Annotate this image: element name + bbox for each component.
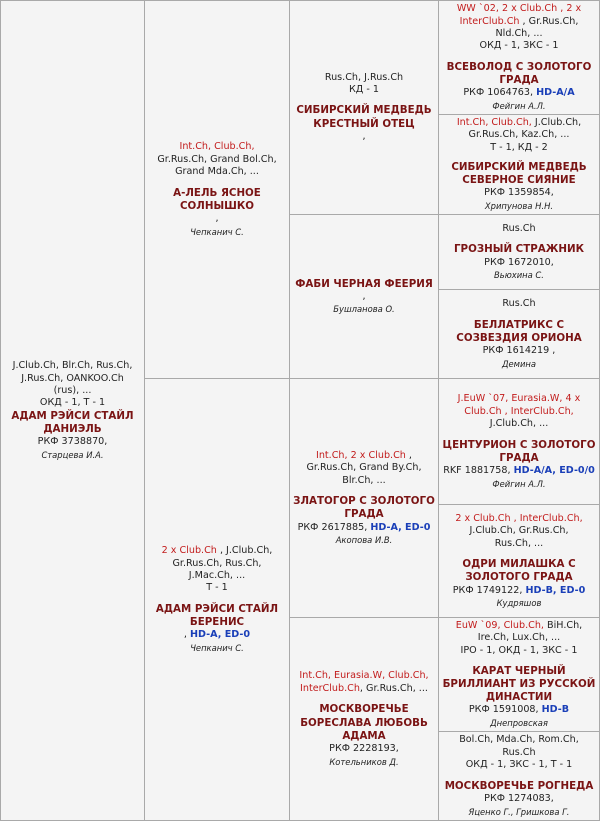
title-segment: , J.Club.Ch, bbox=[216, 545, 273, 557]
registration bbox=[443, 465, 595, 478]
titles-line bbox=[13, 360, 133, 372]
titles-line bbox=[502, 298, 535, 310]
titles-line bbox=[173, 558, 262, 570]
title-segment: Gr.Rus.Ch, Grand By.Ch, bbox=[306, 462, 422, 474]
owner-name: Хрипунова Н.Н. bbox=[484, 201, 554, 211]
titles-line bbox=[157, 154, 276, 166]
registration bbox=[453, 585, 586, 598]
title-segment: J.Rus.Ch, OANKOO.Ch bbox=[21, 372, 124, 384]
dog-name: ВСЕВОЛОД С ЗОЛОТОГО ГРАДА bbox=[446, 60, 592, 87]
title-segment: 2 x Club.Ch , InterClub.Ch, bbox=[455, 512, 583, 524]
title-segment: Int.Ch, 2 x Club.Ch bbox=[316, 449, 406, 461]
title-segment: Rus.Ch bbox=[502, 298, 536, 310]
title-segment: Int.Ch, Eurasia.W, Club.Ch, bbox=[299, 670, 429, 682]
registration bbox=[362, 291, 365, 304]
title-segment: КД - 1 bbox=[349, 84, 379, 95]
registration bbox=[329, 743, 399, 756]
title-segment: ОКД - 1, ЗКС - 1 bbox=[479, 40, 559, 52]
dog-cell-sds bbox=[438, 214, 600, 290]
hd-rating: HD-B bbox=[541, 704, 570, 716]
registration bbox=[215, 213, 218, 226]
dog-cell-ssd bbox=[438, 114, 600, 215]
registration-number: РКФ 1591008, bbox=[468, 704, 542, 716]
registration-number: , bbox=[215, 213, 219, 225]
dog-cell-root bbox=[0, 0, 145, 821]
titles-line bbox=[316, 450, 412, 462]
titles-line bbox=[478, 632, 560, 644]
titles-line bbox=[464, 406, 573, 418]
dog-name: СИБИРСКИЙ МЕДВЕДЬ СЕВЕРНОЕ СИЯНИЕ bbox=[451, 161, 587, 187]
registration bbox=[38, 436, 108, 449]
registration bbox=[184, 629, 250, 642]
title-segment: , Gr.Rus.Ch, bbox=[519, 15, 579, 27]
owner-name: Днепровская bbox=[490, 718, 548, 728]
dog-cell-sdd bbox=[438, 289, 600, 379]
dog-name: СИБИРСКИЙ МЕДВЕДЬ КРЕСТНЫЙ ОТЕЦ bbox=[296, 104, 432, 130]
owner-name: Котельников Д. bbox=[329, 756, 399, 767]
registration bbox=[484, 257, 554, 270]
title-segment: BiH.Ch, bbox=[543, 620, 583, 631]
title-segment: J.Club.Ch, Gr.Rus.Ch, bbox=[469, 525, 569, 537]
titles-line bbox=[469, 129, 570, 141]
title-segment: Club.Ch , InterClub.Ch, bbox=[464, 405, 574, 417]
titles-line bbox=[459, 734, 579, 746]
title-segment: Gr.Rus.Ch, Grand Bol.Ch, bbox=[157, 153, 277, 165]
title-segment: Т - 1 bbox=[206, 582, 228, 594]
dog-cell-sire-dam bbox=[289, 214, 439, 379]
titles-line bbox=[54, 385, 92, 397]
titles-line bbox=[179, 141, 254, 153]
hd-rating: HD-A, ED-0 bbox=[190, 629, 251, 641]
titles-line bbox=[189, 570, 245, 582]
dog-name: МОСКВОРЕЧЬЕ БОРЕСЛАВА ЛЮБОВЬ АДАМА bbox=[300, 703, 428, 742]
titles-line bbox=[502, 747, 535, 759]
title-segment: Nld.Ch, ... bbox=[495, 28, 543, 39]
dog-cell-sss bbox=[438, 0, 600, 115]
title-segment: Rus.Ch bbox=[502, 222, 536, 234]
dog-name: ЦЕНТУРИОН С ЗОЛОТОГО ГРАДА bbox=[442, 438, 596, 464]
titles-line bbox=[206, 582, 228, 594]
owner-name: Бушланова О. bbox=[333, 304, 395, 315]
registration-number: RKF 1881758, bbox=[443, 465, 514, 477]
registration bbox=[463, 87, 574, 100]
registration bbox=[484, 793, 554, 806]
dog-cell-dam-dam bbox=[289, 617, 439, 821]
title-segment: ОКД - 1, ЗКС - 1, Т - 1 bbox=[465, 759, 573, 771]
title-segment: Rus.Ch bbox=[502, 746, 536, 758]
dog-name: АДАМ РЭЙСИ СТАЙЛ ДАНИЭЛЬ bbox=[11, 409, 134, 436]
titles-line bbox=[490, 418, 549, 430]
dog-name: БЕЛЛАТРИКС С СОЗВЕЗДИЯ ОРИОНА bbox=[456, 318, 582, 344]
title-segment: Т - 1, КД - 2 bbox=[490, 141, 548, 153]
registration bbox=[469, 704, 569, 717]
titles-line bbox=[300, 683, 428, 695]
title-segment: Gr.Rus.Ch, Kaz.Ch, ... bbox=[468, 129, 570, 141]
dog-name: А-ЛЕЛЬ ЯСНОЕ СОЛНЫШКО bbox=[173, 186, 261, 212]
titles-line bbox=[460, 16, 579, 28]
dog-cell-ddd bbox=[438, 731, 600, 821]
title-segment: EuW `09, Club.Ch, bbox=[455, 620, 544, 631]
dog-cell-dds bbox=[438, 617, 600, 732]
hd-rating: HD-B, ED-0 bbox=[525, 584, 586, 596]
titles-line bbox=[455, 513, 582, 525]
titles-line bbox=[480, 40, 559, 52]
dog-name: ФАБИ ЧЕРНАЯ ФЕЕРИЯ bbox=[295, 277, 433, 290]
hd-rating: HD-A, ED-0 bbox=[370, 521, 431, 533]
titles-line bbox=[490, 142, 548, 154]
titles-line bbox=[306, 462, 421, 474]
titles-line bbox=[21, 373, 124, 385]
registration-number: РКФ 2617885, bbox=[297, 521, 371, 533]
registration-number: , bbox=[183, 629, 190, 641]
registration-number: РКФ 2228193, bbox=[329, 742, 399, 754]
title-segment: Rus.Ch, J.Rus.Ch bbox=[324, 71, 404, 83]
registration bbox=[484, 187, 554, 200]
title-segment: Gr.Rus.Ch, Rus.Ch, bbox=[172, 557, 262, 569]
titles-line bbox=[495, 538, 543, 550]
titles-line bbox=[461, 645, 578, 657]
hd-rating: HD-A/A bbox=[536, 87, 575, 99]
titles-line bbox=[40, 397, 105, 409]
dog-name: КАРАТ ЧЕРНЫЙ БРИЛЛИАНТ ИЗ РУССКОЙ ДИНАСТИИ bbox=[442, 664, 596, 704]
dog-cell-dam bbox=[144, 378, 290, 821]
title-segment: J.Club.Ch, bbox=[531, 117, 582, 128]
dog-name: ОДРИ МИЛАШКА С ЗОЛОТОГО ГРАДА bbox=[462, 558, 576, 584]
title-segment: Ire.Ch, Lux.Ch, ... bbox=[477, 632, 561, 644]
registration-number: РКФ 1672010, bbox=[484, 256, 554, 268]
title-segment: 2 x Club.Ch bbox=[161, 545, 217, 557]
title-segment: , Gr.Rus.Ch, ... bbox=[359, 682, 428, 694]
owner-name: Чепканич С. bbox=[190, 642, 244, 653]
title-segment: J.EuW `07, Eurasia.W, 4 x bbox=[457, 393, 581, 405]
title-segment: InterClub.Ch bbox=[459, 15, 520, 27]
registration-number: , bbox=[362, 290, 366, 302]
owner-name: Акопова И.В. bbox=[335, 535, 393, 546]
dog-name: ЗЛАТОГОР С ЗОЛОТОГО ГРАДА bbox=[293, 495, 435, 521]
registration-number: РКФ 1359854, bbox=[484, 187, 554, 199]
title-segment: , bbox=[405, 449, 412, 461]
owner-name: Вьюхина С. bbox=[494, 270, 544, 281]
titles-line bbox=[469, 525, 568, 537]
dog-cell-dss bbox=[438, 378, 600, 505]
owner-name: Яценко Г., Гришкова Г. bbox=[468, 806, 570, 817]
titles-line bbox=[342, 475, 385, 487]
dog-cell-dam-sire bbox=[289, 378, 439, 618]
title-segment: (rus), ... bbox=[53, 385, 92, 396]
title-segment: IPO - 1, ОКД - 1, ЗКС - 1 bbox=[460, 644, 578, 656]
title-segment: WW `02, 2 x Club.Ch , 2 x bbox=[456, 3, 582, 15]
titles-line bbox=[502, 223, 535, 235]
registration-number: РКФ 3738870, bbox=[37, 436, 108, 448]
registration bbox=[298, 522, 431, 535]
titles-line bbox=[299, 670, 428, 682]
title-segment: Rus.Ch, ... bbox=[494, 537, 544, 549]
dog-name: ГРОЗНЫЙ СТРАЖНИК bbox=[453, 243, 585, 256]
registration-number: РКФ 1614219 , bbox=[482, 345, 556, 357]
registration-number: , bbox=[362, 130, 366, 142]
title-segment: Grand Mda.Ch, ... bbox=[175, 166, 259, 178]
title-segment: Blr.Ch, ... bbox=[342, 474, 386, 486]
title-segment: J.Mac.Ch, ... bbox=[188, 570, 246, 581]
dog-name: АДАМ РЭЙСИ СТАЙЛ БЕРЕНИС bbox=[155, 602, 279, 629]
title-segment: Bol.Ch, Mda.Ch, Rom.Ch, bbox=[459, 734, 579, 746]
registration bbox=[362, 131, 365, 144]
owner-name: Старцева И.А. bbox=[41, 449, 104, 460]
titles-line bbox=[495, 28, 542, 40]
dog-cell-sire-sire bbox=[289, 0, 439, 215]
owner-name: Демина bbox=[501, 358, 537, 369]
title-segment: J.Club.Ch, Blr.Ch, Rus.Ch, bbox=[12, 360, 133, 372]
registration-number: РКФ 1274083, bbox=[484, 792, 554, 804]
title-segment: Int.Ch, Club.Ch, bbox=[179, 141, 255, 153]
registration-number: РКФ 1749122, bbox=[452, 584, 526, 596]
titles-line bbox=[456, 620, 582, 632]
title-segment: Int.Ch, Club.Ch, bbox=[456, 117, 532, 128]
titles-line bbox=[325, 72, 403, 84]
owner-name: Чепканич С. bbox=[190, 226, 244, 237]
titles-line bbox=[466, 759, 573, 771]
owner-name: Кудряшов bbox=[496, 598, 542, 609]
title-segment: ОКД - 1, Т - 1 bbox=[39, 397, 106, 409]
titles-line bbox=[175, 166, 259, 178]
titles-line bbox=[457, 3, 581, 15]
registration bbox=[483, 345, 556, 358]
hd-rating: HD-A/A, ED-0/0 bbox=[513, 465, 595, 477]
titles-line bbox=[349, 84, 379, 96]
titles-line bbox=[457, 117, 581, 129]
dog-cell-sire bbox=[144, 0, 290, 379]
title-segment: InterClub.Ch bbox=[300, 682, 360, 694]
owner-name: Фейгин А.Л. bbox=[492, 100, 546, 111]
dog-name: МОСКВОРЕЧЬЕ РОГНЕДА bbox=[444, 779, 594, 792]
owner-name: Фейгин А.Л. bbox=[492, 478, 546, 489]
dog-cell-dsd bbox=[438, 504, 600, 618]
titles-line bbox=[458, 393, 581, 405]
title-segment: J.Club.Ch, ... bbox=[489, 418, 549, 430]
titles-line bbox=[162, 545, 273, 557]
registration-number: РКФ 1064763, bbox=[463, 87, 537, 99]
